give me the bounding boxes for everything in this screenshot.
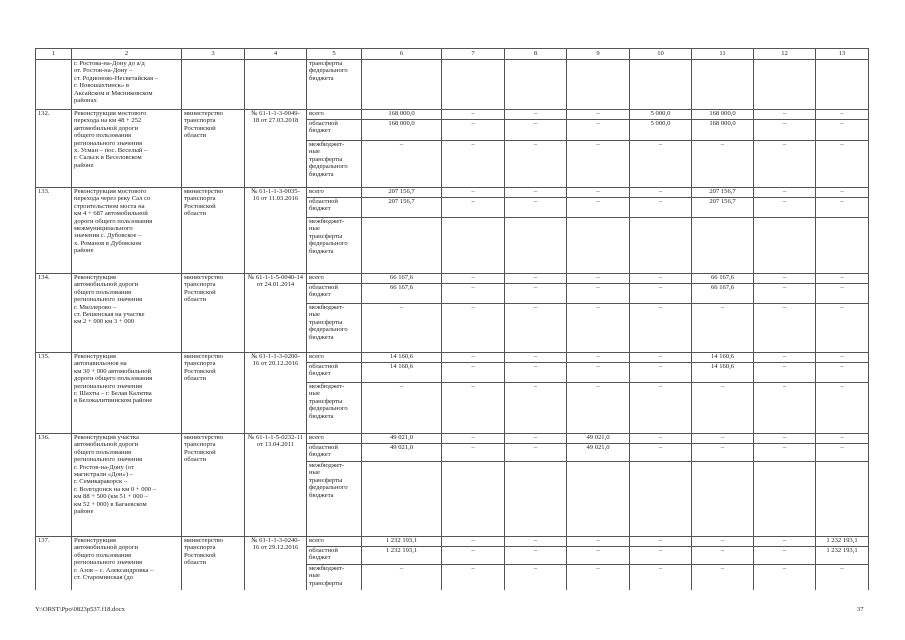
table-row [36,274,869,284]
column-header: 6 [362,49,442,60]
value-cell: – [754,537,816,547]
value-cell [442,462,505,537]
value-cell: 49 021,0 [362,434,442,444]
value-cell: – [630,434,692,444]
value-cell: 66 167,6 [362,284,442,304]
column-header: 1 [36,49,72,60]
value-cell: – [692,434,754,444]
value-cell [692,60,754,110]
value-cell: – [442,188,505,198]
row-number-cell: 135. [36,353,72,434]
table-row [36,188,869,198]
column-header: 13 [816,49,869,60]
ministry-cell: министерство транспорта Ростовской области [182,188,245,274]
value-cell: – [630,537,692,547]
column-header: 2 [72,49,182,60]
value-cell: – [505,141,567,188]
value-cell: – [816,304,869,353]
funding-type-cell: межбюджет- ные трансферты [307,565,362,590]
funding-type-cell: всего [307,110,362,120]
value-cell: – [442,444,505,462]
column-header: 3 [182,49,245,60]
value-cell: – [567,565,630,590]
value-cell: – [505,120,567,141]
value-cell [630,60,692,110]
value-cell [505,462,567,537]
value-cell: 14 160,6 [362,363,442,383]
ministry-cell: министерство транспорта Ростовской области [182,110,245,188]
row-number-cell: 134. [36,274,72,353]
document-sheet [35,48,868,590]
value-cell: – [505,188,567,198]
value-cell [567,60,630,110]
value-cell: 49 021,0 [362,444,442,462]
column-header: 8 [505,49,567,60]
value-cell: – [505,537,567,547]
value-cell: – [505,547,567,565]
value-cell: – [630,198,692,218]
value-cell [362,218,442,274]
value-cell: – [692,141,754,188]
value-cell: – [567,188,630,198]
value-cell: – [362,304,442,353]
object-name-cell: Реконструкция автомобильной дороги общего пользования регионального значения г. Миллерово – ст. Вешенская на участке км 2 + 000 км 3 + 000 [72,274,182,353]
value-cell: – [630,141,692,188]
ministry-cell: министерство транспорта Ростовской области [182,537,245,590]
value-cell: 168 000,0 [692,120,754,141]
value-cell: – [630,363,692,383]
value-cell [692,462,754,537]
header-row [36,49,869,60]
value-cell: – [754,547,816,565]
value-cell: – [754,353,816,363]
value-cell: – [630,188,692,198]
value-cell: – [816,198,869,218]
value-cell: – [754,363,816,383]
column-header: 5 [307,49,362,60]
value-cell: – [630,304,692,353]
table-row [36,434,869,444]
value-cell: – [754,444,816,462]
value-cell: – [362,383,442,434]
value-cell: 5 000,0 [630,110,692,120]
value-cell: – [754,274,816,284]
value-cell: – [442,110,505,120]
value-cell [754,218,816,274]
value-cell [692,218,754,274]
row-number-cell: 136. [36,434,72,537]
value-cell: – [692,537,754,547]
value-cell: – [567,198,630,218]
ministry-cell: министерство транспорта Ростовской области [182,353,245,434]
value-cell [505,218,567,274]
value-cell [362,60,442,110]
value-cell: – [442,383,505,434]
value-cell: 207 156,7 [362,188,442,198]
row-number-cell: 132. [36,110,72,188]
value-cell: – [505,274,567,284]
value-cell: – [754,188,816,198]
value-cell [754,60,816,110]
value-cell [630,218,692,274]
value-cell: – [505,198,567,218]
file-path: Y:\ORST\Ppo\0823p537.f18.docx [35,606,125,613]
value-cell: – [816,565,869,590]
value-cell: – [442,120,505,141]
value-cell: – [505,284,567,304]
value-cell: – [816,141,869,188]
value-cell: – [442,363,505,383]
value-cell: – [816,110,869,120]
value-cell: – [567,363,630,383]
table-row [36,110,869,120]
ministry-cell: министерство транспорта Ростовской области [182,434,245,537]
value-cell: 49 021,0 [567,444,630,462]
value-cell [442,218,505,274]
funding-type-cell: всего [307,353,362,363]
value-cell: – [816,353,869,363]
value-cell: 49 021,0 [567,434,630,444]
value-cell: – [567,141,630,188]
row-number-cell: 133. [36,188,72,274]
value-cell: 168 000,0 [362,110,442,120]
funding-type-cell: областной бюджет [307,120,362,141]
column-header: 12 [754,49,816,60]
funding-type-cell: всего [307,188,362,198]
value-cell: – [362,565,442,590]
value-cell: 1 232 193,1 [816,537,869,547]
value-cell: – [630,444,692,462]
object-name-cell: Реконструкция участка автомобильной дороги общего пользования регионального значения г. Ростов-на-Дону (от магистрали «Дон») – г. Семикаракорск – г. Волгодонск на км 0 + 000 – км 88 + 500 (км 51 + 000 – км 52 + 000) в Багаевском районе [72,434,182,537]
value-cell: 14 160,6 [692,363,754,383]
value-cell: – [567,383,630,434]
value-cell: – [442,353,505,363]
funding-type-cell: областной бюджет [307,198,362,218]
funding-type-cell: областной бюджет [307,444,362,462]
table-row [36,537,869,547]
value-cell: – [505,304,567,353]
object-name-cell: Реконструкция автомобильной дороги общего пользования регионального значения г. Азов – с. Александровка – ст. Староминская (до [72,537,182,590]
column-header: 10 [630,49,692,60]
value-cell [754,462,816,537]
funding-type-cell: межбюджет- ные трансферты федерального бюджета [307,218,362,274]
value-cell [362,462,442,537]
value-cell: – [816,363,869,383]
program-table [35,48,869,590]
continuation-row [36,60,869,110]
value-cell: – [816,120,869,141]
value-cell: – [754,141,816,188]
value-cell: – [754,383,816,434]
value-cell: – [567,274,630,284]
value-cell: – [754,434,816,444]
value-cell: – [692,547,754,565]
value-cell: – [442,547,505,565]
value-cell: – [630,547,692,565]
value-cell [567,218,630,274]
funding-type-cell: межбюджет- ные трансферты федерального бюджета [307,141,362,188]
value-cell: 207 156,7 [692,188,754,198]
value-cell: 66 167,6 [692,284,754,304]
value-cell: – [442,284,505,304]
value-cell: – [505,383,567,434]
value-cell: – [567,547,630,565]
value-cell: – [754,198,816,218]
column-header: 4 [245,49,307,60]
value-cell: – [505,565,567,590]
value-cell: – [754,120,816,141]
value-cell [816,218,869,274]
value-cell: – [692,383,754,434]
value-cell: 168 000,0 [692,110,754,120]
value-cell: – [630,383,692,434]
value-cell [630,462,692,537]
value-cell: 66 167,6 [362,274,442,284]
value-cell: – [567,353,630,363]
object-name-cell: Реконструкция мостового перехода через реку Сал со строительством моста на км 4 + 687 автомобильной дороги общего пользования межмуниципального значения с. Дубовское – х. Романов в Дубовском районе [72,188,182,274]
value-cell: – [567,537,630,547]
funding-type-cell: межбюджет- ные трансферты федерального бюджета [307,304,362,353]
object-name-cell: Реконструкция автопавильонов на км 30 + 000 автомобильной дороги общего пользования регионального значения г. Шахты – г. Белая Калитва в Белокалитвинском районе [72,353,182,434]
value-cell: – [754,110,816,120]
value-cell: – [816,444,869,462]
document-cell: № 61-1-1-3-0240- 16 от 29.12.2016 [245,537,307,590]
value-cell: – [442,141,505,188]
value-cell: 1 232 193,1 [362,537,442,547]
value-cell [567,462,630,537]
value-cell: – [505,353,567,363]
value-cell: – [567,304,630,353]
value-cell: – [505,110,567,120]
value-cell: – [816,434,869,444]
value-cell: – [816,188,869,198]
funding-type-cell: областной бюджет [307,363,362,383]
value-cell: 14 160,6 [362,353,442,363]
page-number: 37 [857,606,864,613]
value-cell: – [505,434,567,444]
value-cell: – [816,274,869,284]
value-cell: 207 156,7 [692,198,754,218]
value-cell: – [816,284,869,304]
document-cell: № 61-1-1-3-0035- 16 от 11.03.2016 [245,188,307,274]
value-cell: 66 167,6 [692,274,754,284]
funding-type-cell: трансферты федерального бюджета [307,60,362,110]
object-name-cell: г. Ростова-на-Дону до а/д от. Ростов-на-Дону – ст. Родионово-Несветайская – г. Новошахтинск» в Аксайском и Мясниковском районах [72,60,182,110]
document-cell: № 61-1-1-5-0232-11 от 13.04.2011 [245,434,307,537]
value-cell: – [630,353,692,363]
table-row [36,353,869,363]
value-cell: – [442,198,505,218]
object-name-cell: Реконструкция мостового перехода на км 48 + 252 автомобильной дороги общего пользования регионального значения х. Усман – пос. Веселый – г. Сальск в Веселовском районе [72,110,182,188]
value-cell: – [692,444,754,462]
value-cell: – [754,304,816,353]
value-cell: – [442,565,505,590]
value-cell: – [442,537,505,547]
document-cell: № 61-1-1-3-0200- 16 от 20.12.2016 [245,353,307,434]
value-cell [442,60,505,110]
value-cell: 1 232 193,1 [362,547,442,565]
document-cell [245,60,307,110]
value-cell: – [505,363,567,383]
value-cell: 5 000,0 [630,120,692,141]
column-header: 7 [442,49,505,60]
value-cell: – [692,565,754,590]
document-cell: № 61-1-1-3-0049- 18 от 27.03.2018 [245,110,307,188]
value-cell: 207 156,7 [362,198,442,218]
column-header: 9 [567,49,630,60]
value-cell: – [692,304,754,353]
value-cell: – [567,120,630,141]
document-cell: № 61-1-1-5-0040-14 от 24.01.2014 [245,274,307,353]
value-cell: – [442,274,505,284]
value-cell: 1 232 193,1 [816,547,869,565]
funding-type-cell: областной бюджет [307,547,362,565]
row-number-cell: 137. [36,537,72,590]
ministry-cell: министерство транспорта Ростовской области [182,274,245,353]
value-cell: – [505,444,567,462]
funding-type-cell: межбюджет- ные трансферты федерального бюджета [307,462,362,537]
funding-type-cell: всего [307,274,362,284]
value-cell: – [567,110,630,120]
value-cell: – [442,304,505,353]
value-cell: – [630,274,692,284]
funding-type-cell: всего [307,537,362,547]
row-number-cell [36,60,72,110]
funding-type-cell: межбюджет- ные трансферты федерального бюджета [307,383,362,434]
value-cell: 14 160,6 [692,353,754,363]
value-cell [816,60,869,110]
value-cell: – [442,434,505,444]
value-cell: – [567,284,630,304]
value-cell: – [754,565,816,590]
funding-type-cell: областной бюджет [307,284,362,304]
value-cell [816,462,869,537]
value-cell: – [362,141,442,188]
value-cell: 168 000,0 [362,120,442,141]
value-cell: – [816,383,869,434]
value-cell: – [630,284,692,304]
value-cell [505,60,567,110]
column-header: 11 [692,49,754,60]
ministry-cell [182,60,245,110]
value-cell: – [754,284,816,304]
funding-type-cell: всего [307,434,362,444]
value-cell: – [630,565,692,590]
